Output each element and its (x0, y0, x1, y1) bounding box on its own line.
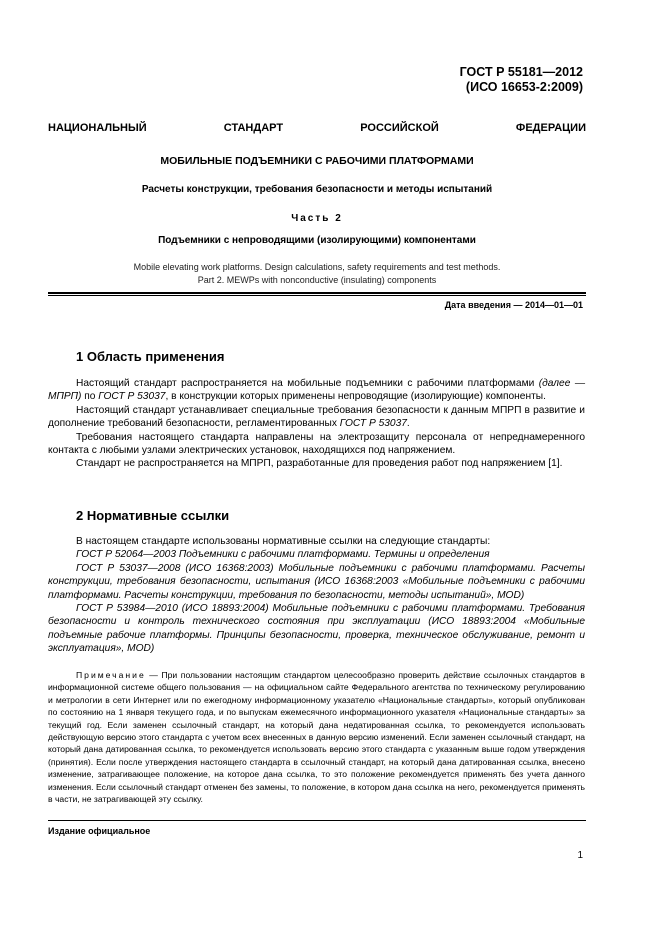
footer-divider (48, 820, 586, 821)
note-label: Примечание (76, 670, 146, 680)
section-1-paragraph-1: Настоящий стандарт распространяется на мобильные подъемники с рабочими платформами (далее — МПРП) по ГОСТ Р 53037, в конструкции которых применены непроводящие (изолирующие) компоненты. (48, 378, 586, 403)
standard-designation (460, 65, 583, 95)
english-title (48, 261, 586, 287)
english-title-line-2: Part 2. MEWPs with nonconductive (insulating) components (197, 275, 437, 285)
official-edition-label: Издание официальное (48, 826, 151, 836)
english-title-line-1: Mobile elevating work platforms. Design calculations, safety requirements and test methods. (133, 262, 501, 272)
national-standard-banner: НАЦИОНАЛЬНЫЙ СТАНДАРТ РОССИЙСКОЙ ФЕДЕРАЦИИ (48, 122, 586, 134)
reference-2: ГОСТ Р 53037—2008 (ИСО 16368:2003) Мобильные подъемники с рабочими платформами. Расчеты конструкции, требования безопасности, испытания (ИСО 16368:2003 «Мобильные подъемники с рабочими платформами. Расчеты конструкции, требования по безопасности, методы испытаний», MOD) (48, 562, 585, 601)
note-text: — При пользовании настоящим стандартом целесообразно проверить действие ссылочных стандартов в информационной системе общего пользования — на официальном сайте Федерального агентства по техническому регулированию и метрологии в сети Интернет или по ежегодному информационному указателю «Национальные стандарты», который опубликован по состоянию на 1 января текущего года, и по выпускам ежемесячного информационного указателя «Национальные стандарты» за текущий год. Если заменен ссылочный стандарт, на который дана недатированная ссылка, то рекомендуется использовать действующую версию этого стандарта с учетом всех внесенных в данную версию изменений. Если заменен ссылочный стандарт, на который дана датированная ссылка, то рекомендуется использовать версию этого стандарта с указанным выше годом утверждения (принятия). Если после утверждения настоящего стандарта в ссылочный стандарт, на который дана датированная ссылка, внесено изменение, затрагивающее положение, на которое дана ссылка, то это положение рекомендуется применять без учета данного изменения. Если ссылочный стандарт отменен без замены, то положение, в котором дана ссылка на него, рекомендуется применять в части, не затрагивающей эту ссылку. (48, 670, 585, 805)
note-block (48, 669, 585, 805)
document-title: МОБИЛЬНЫЕ ПОДЪЕМНИКИ С РАБОЧИМИ ПЛАТФОРМАМИ (160, 155, 474, 167)
section-1-paragraph-4: Стандарт не распространяется на МПРП, разработанные для проведения работ под напряжением [1]. (76, 458, 563, 470)
title-divider-thick (48, 292, 586, 294)
document-subtitle: Расчеты конструкции, требования безопасности и методы испытаний (141, 184, 493, 195)
section-1-body (48, 377, 585, 471)
introduction-date: Дата введения — 2014—01—01 (444, 300, 583, 310)
title-divider-thin (48, 295, 586, 296)
note-paragraph (48, 669, 585, 805)
section-1-paragraph-3: Требования настоящего стандарта направлены на электрозащиту персонала от непреднамеренного контакта с любыми узлами электрических установок, находящихся под напряжением. (48, 431, 585, 457)
section-1-heading: 1 Область применения (76, 349, 225, 364)
section-2-heading: 2 Нормативные ссылки (76, 508, 230, 523)
part-number: Часть 2 (291, 213, 343, 224)
section-2-paragraph-1: В настоящем стандарте использованы нормативные ссылки на следующие стандарты: (76, 536, 491, 547)
iso-equivalent: (ИСО 16653-2:2009) (465, 80, 583, 94)
page-number: 1 (577, 850, 583, 861)
part-title: Подъемники с непроводящими (изолирующими) компонентами (158, 235, 476, 246)
reference-3: ГОСТ Р 53984—2010 (ИСО 18893:2004) Мобильные подъемники с рабочими платформами. Требования безопасности и контроль технического состояния при эксплуатации (ИСО 18893:2004 «Мобильные подъемные рабочие платформы. Принципы безопасности, проверка, техническое обслуживание, ремонт и эксплуатация», MOD) (48, 603, 585, 655)
standard-code: ГОСТ Р 55181—2012 (459, 65, 583, 79)
reference-1: ГОСТ Р 52064—2003 Подъемники с рабочими платформами. Термины и определения (76, 549, 490, 561)
section-1-paragraph-2: Настоящий стандарт устанавливает специальные требования безопасности к данным МПРП в развитие и дополнение требований безопасности, регламентированных ГОСТ Р 53037. (48, 404, 585, 430)
section-2-body (48, 535, 585, 656)
